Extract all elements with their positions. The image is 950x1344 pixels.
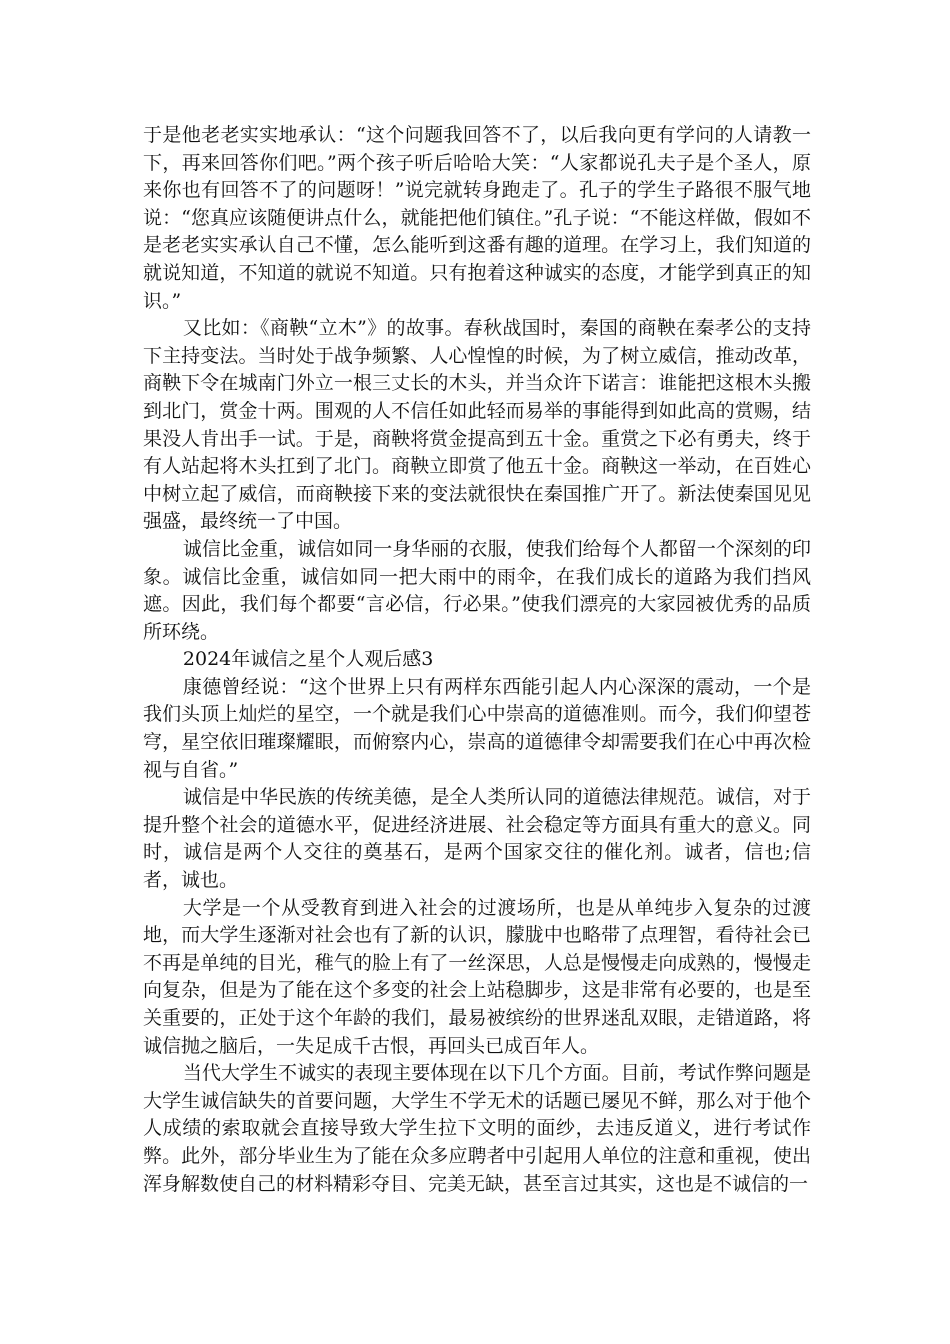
section-heading: 2024年诚信之星个人观后感3 — [182, 648, 434, 671]
paragraph-university-transition: 大学是一个从受教育到进入社会的过渡场所，也是从单纯步入复杂的过渡地，而大学生逐渐对社会也有了新的认识，朦胧中也略带了点理智，看待社会已不再是单纯的目光，稚气的脸上有了一丝深思，人总是慢慢走向成熟的，慢慢走向复杂，但是为了能在这个多变的社会上站稳脚步，这是非常有必要的，也是至关重要的，正处于这个年龄的我们，最易被缤纷的世界迷乱双眼，走错道路，将诚信抛之脑后，一失足成千古恨，再回头已成百年人。 — [143, 896, 811, 1057]
paragraph-confucius-story-end: 于是他老老实实地承认：“这个问题我回答不了，以后我向更有学问的人请教一下，再来回答你们吧。”两个孩子听后哈哈大笑：“人家都说孔夫子是个圣人，原来你也有回答不了的问题呀！”说完就转身跑走了。孔子的学生子路很不服气地说：“您真应该随便讲点什么，就能把他们镇住。”孔子说：“不能这样做，假如不是老老实实承认自己不懂，怎么能听到这番有趣的道理。在学习上，我们知道的就说知道，不知道的就说不知道。只有抱着这种诚实的态度，才能学到真正的知识。” — [143, 124, 811, 312]
paragraph-kant-quote: 康德曾经说：“这个世界上只有两样东西能引起人内心深深的震动，一个是我们头顶上灿烂的星空，一个就是我们心中崇高的道德准则。而今，我们仰望苍穹，星空依旧璀璨耀眼，而俯察内心，崇高的道德律令却需要我们在心中再次检视与自省。” — [143, 675, 811, 781]
document-page — [143, 122, 811, 1198]
paragraph-integrity-value: 诚信比金重，诚信如同一身华丽的衣服，使我们给每个人都留一个深刻的印象。诚信比金重，诚信如同一把大雨中的雨伞，在我们成长的道路为我们挡风遮。因此，我们每个都要“言必信，行必果。”使我们漂亮的大家园被优秀的品质所环绕。 — [143, 537, 811, 643]
paragraph-shang-yang-story: 又比如：《商鞅“立木”》的故事。春秋战国时，秦国的商鞅在秦孝公的支持下主持变法。当时处于战争频繁、人心惶惶的时候，为了树立威信，推动改革，商鞅下令在城南门外立一根三丈长的木头，并当众许下诺言：谁能把这根木头搬到北门，赏金十两。围观的人不信任如此轻而易举的事能得到如此高的赏赐，结果没人肯出手一试。于是，商鞅将赏金提高到五十金。重赏之下必有勇夫，终于有人站起将木头扛到了北门。商鞅立即赏了他五十金。商鞅这一举动，在百姓心中树立起了威信，而商鞅接下来的变法就很快在秦国推广开了。新法使秦国见见强盛，最终统一了中国。 — [143, 317, 811, 533]
paragraph-student-dishonesty: 当代大学生不诚实的表现主要体现在以下几个方面。目前，考试作弊问题是大学生诚信缺失的首要问题，大学生不学无术的话题已屡见不鲜，那么对于他个人成绩的索取就会直接导致大学生拉下文明的面纱，去违反道义，进行考试作弊。此外，部分毕业生为了能在众多应聘者中引起用人单位的注意和重视，使出浑身解数使自己的材料精彩夺目、完美无缺，甚至言过其实，这也是不诚信的一 — [143, 1062, 811, 1195]
paragraph-integrity-virtue: 诚信是中华民族的传统美德，是全人类所认同的道德法律规范。诚信，对于提升整个社会的道德水平，促进经济进展、社会稳定等方面具有重大的意义。同时，诚信是两个人交往的奠基石，是两个国家交往的催化剂。诚者，信也;信者，诚也。 — [143, 786, 811, 892]
